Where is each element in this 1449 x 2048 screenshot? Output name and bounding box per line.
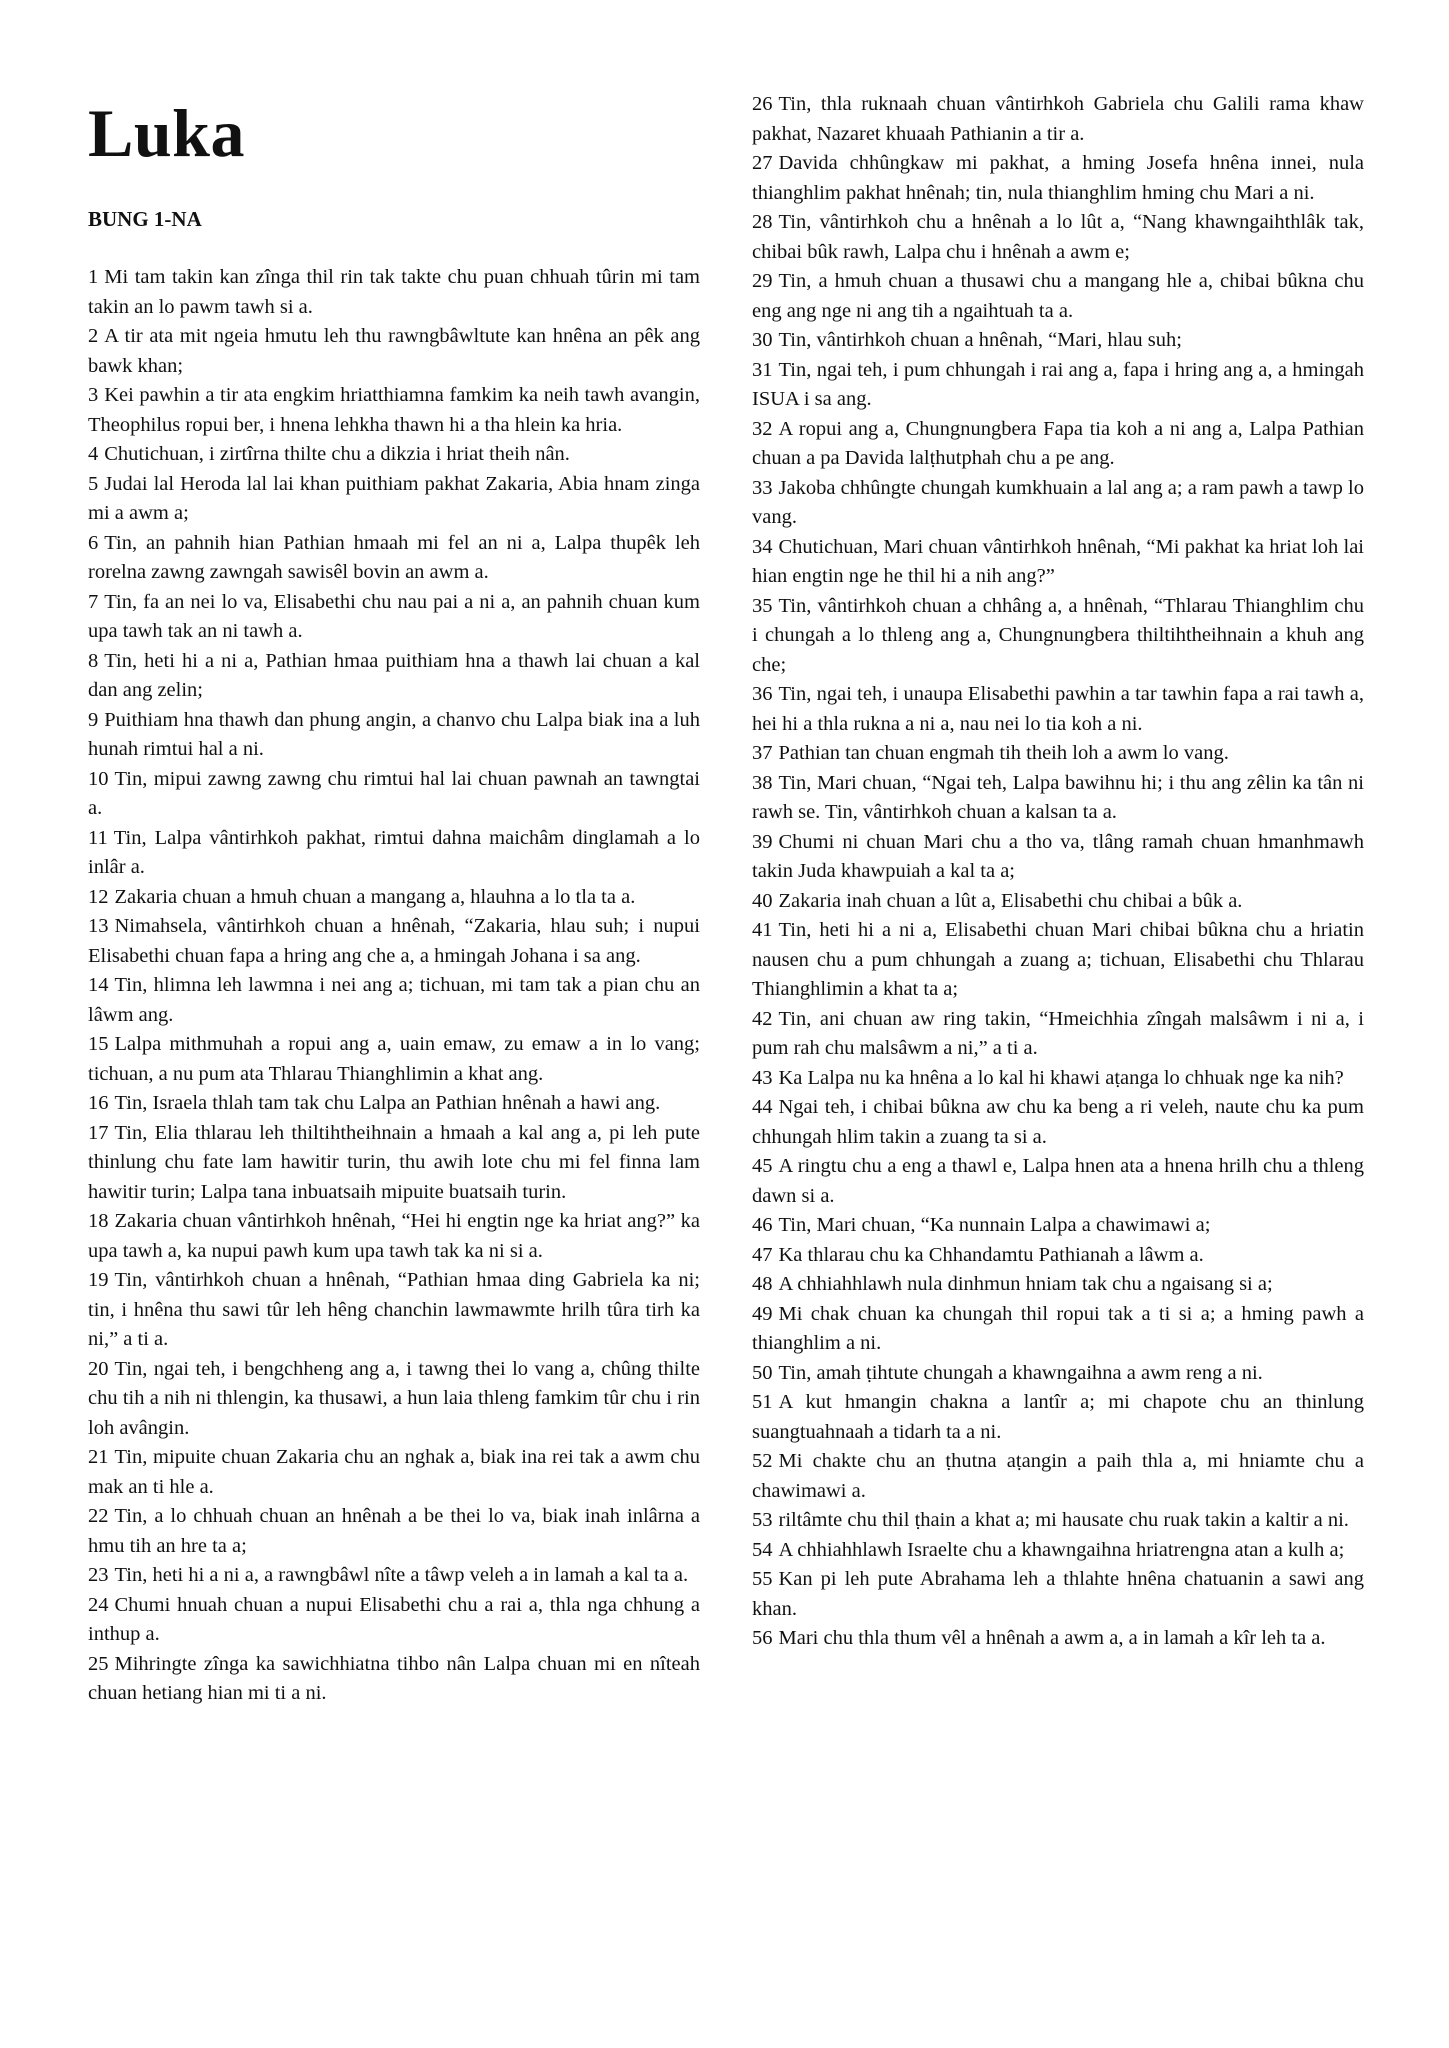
verse-text: Tin, ngai teh, i bengchheng ang a, i tawng thei lo vang a, chûng thilte chu tih a nih ni thlengin, ka thusawi, a hun laia thleng famkim tûr chu i rin loh avângin. bbox=[88, 1357, 700, 1439]
verse bbox=[752, 1300, 1364, 1359]
book-title: Luka bbox=[88, 95, 245, 171]
verse bbox=[88, 1443, 700, 1502]
verse bbox=[752, 326, 1364, 356]
left-column bbox=[88, 88, 700, 1709]
verse-text: Tin, ngai teh, i unaupa Elisabethi pawhin a tar tawhin fapa a rai tawh a, hei hi a thla rukna a ni a, nau nei lo tia koh a ni. bbox=[752, 683, 1364, 735]
verse-text: Tin, amah ṭihtute chungah a khawngaihna a awm reng a ni. bbox=[778, 1361, 1263, 1384]
verse bbox=[88, 1561, 700, 1591]
right-column bbox=[752, 90, 1364, 1654]
verse bbox=[88, 1089, 700, 1119]
verse-number: 7 bbox=[88, 590, 99, 613]
verse-text: Mi chak chuan ka chungah thil ropui tak a ti si a; a hming pawh a thianghlim a ni. bbox=[752, 1302, 1364, 1354]
verse-text: Ka Lalpa nu ka hnêna a lo kal hi khawi aṭanga lo chhuak nge ka nih? bbox=[778, 1066, 1344, 1089]
verse bbox=[88, 1119, 700, 1208]
verse bbox=[88, 470, 700, 529]
verse-text: A tir ata mit ngeia hmutu leh thu rawngbâwltute kan hnêna an pêk ang bawk khan; bbox=[88, 325, 700, 377]
verse bbox=[752, 1565, 1364, 1624]
verse-text: Tin, ngai teh, i pum chhungah i rai ang a, fapa i hring ang a, a hmingah ISUA i sa ang. bbox=[752, 358, 1364, 410]
verse-number: 52 bbox=[752, 1450, 773, 1472]
verse bbox=[752, 356, 1364, 415]
verse bbox=[88, 588, 700, 647]
verse-text: Puithiam hna thawh dan phung angin, a chanvo chu Lalpa biak ina a luh hunah rimtui hal a ni. bbox=[88, 708, 700, 760]
verse-text: Zakaria inah chuan a lût a, Elisabethi chu chibai a bûk a. bbox=[778, 889, 1243, 912]
verse-number: 22 bbox=[88, 1505, 109, 1527]
verse-text: Tin, ani chuan aw ring takin, “Hmeichhia zîngah malsâwm i ni a, i pum rah chu malsâwm a ni,” a ti a. bbox=[752, 1007, 1364, 1059]
verse-text: Tin, vântirhkoh chuan a chhâng a, a hnênah, “Thlarau Thianghlim chu i chungah a lo thleng ang a, Chungnungbera thiltihtheihnain a khuh ang che; bbox=[752, 594, 1364, 676]
verse-number: 27 bbox=[752, 152, 773, 174]
verse-number: 43 bbox=[752, 1066, 773, 1089]
verse bbox=[752, 1506, 1364, 1536]
verse-number: 25 bbox=[88, 1652, 109, 1675]
verse-number: 2 bbox=[88, 325, 99, 347]
verse-text: riltâmte chu thil ṭhain a khat a; mi hausate chu ruak takin a kaltir a ni. bbox=[778, 1509, 1349, 1531]
verse-number: 6 bbox=[88, 531, 99, 554]
verse bbox=[88, 322, 700, 381]
verse-number: 17 bbox=[88, 1121, 109, 1144]
verse bbox=[88, 706, 700, 765]
verse bbox=[88, 1591, 700, 1650]
verse-number: 8 bbox=[88, 649, 99, 672]
verse-number: 38 bbox=[752, 771, 773, 794]
verse-number: 13 bbox=[88, 915, 109, 937]
verse-text: Tin, heti hi a ni a, Elisabethi chuan Mari chibai bûkna chu a hriatin nausen chu a pum chhungah a zuang a; tichuan, Elisabethi chu Thlarau Thianghlimin a khat ta a; bbox=[752, 919, 1364, 1000]
verse-text: Kei pawhin a tir ata engkim hriatthiamna famkim ka neih tawh avangin, Theophilus ropui ber, i hnena lehkha thawn hi a tha hlein ka hria. bbox=[88, 384, 700, 436]
verse-number: 51 bbox=[752, 1391, 773, 1413]
verse-text: Tin, vântirhkoh chu a hnênah a lo lût a, “Nang khawngaihthlâk tak, chibai bûk rawh, Lalpa chu i hnênah a awm e; bbox=[752, 211, 1364, 263]
verse bbox=[752, 1064, 1364, 1094]
verse bbox=[752, 533, 1364, 592]
verse bbox=[752, 415, 1364, 474]
verse-number: 18 bbox=[88, 1210, 109, 1232]
verse-text: Tin, heti hi a ni a, Pathian hmaa puithiam hna a thawh lai chuan a kal dan ang zelin; bbox=[88, 649, 700, 701]
verse bbox=[752, 1536, 1364, 1566]
verse-text: Jakoba chhûngte chungah kumkhuain a lal ang a; a ram pawh a tawp lo vang. bbox=[752, 476, 1364, 528]
verse bbox=[88, 765, 700, 824]
verse-number: 3 bbox=[88, 384, 99, 406]
verse-number: 55 bbox=[752, 1568, 773, 1590]
verse-text: Kan pi leh pute Abrahama leh a thlahte hnêna chatuanin a sawi ang khan. bbox=[752, 1568, 1364, 1620]
verse-text: Tin, vântirhkoh chuan a hnênah, “Pathian hmaa ding Gabriela ka ni; tin, i hnêna thu sawi tûr leh hêng chanchin lawmawmte hrilh tûra tirh ka ni,” a ti a. bbox=[88, 1269, 700, 1350]
chapter-heading: BUNG 1-NA bbox=[88, 207, 202, 231]
verse-number: 26 bbox=[752, 93, 773, 115]
verse-number: 42 bbox=[752, 1007, 773, 1030]
verse-text: Chutichuan, i zirtîrna thilte chu a dikzia i hriat theih nân. bbox=[104, 443, 570, 465]
verse bbox=[88, 912, 700, 971]
verse bbox=[752, 1359, 1364, 1389]
verse-text: A chhiahhlawh Israelte chu a khawngaihna hriatrengna atan a kulh a; bbox=[778, 1538, 1345, 1561]
verse-number: 14 bbox=[88, 974, 109, 996]
verse bbox=[752, 680, 1364, 739]
verse-text: Lalpa mithmuhah a ropui ang a, uain emaw, zu emaw a in lo vang; tichuan, a nu pum ata Thlarau Thianghlimin a khat ang. bbox=[88, 1033, 700, 1085]
verse-text: Tin, a lo chhuah chuan an hnênah a be thei lo va, biak inah inlârna a hmu tih an hre ta a; bbox=[88, 1505, 700, 1557]
verse bbox=[88, 529, 700, 588]
verse bbox=[752, 474, 1364, 533]
verse-number: 39 bbox=[752, 830, 773, 853]
verse-number: 9 bbox=[88, 708, 99, 731]
verse-number: 53 bbox=[752, 1509, 773, 1531]
verse-text: Mihringte zînga ka sawichhiatna tihbo nân Lalpa chuan mi en nîteah chuan hetiang hian mi ti a ni. bbox=[88, 1652, 700, 1704]
verse-number: 31 bbox=[752, 358, 773, 381]
verse-number: 10 bbox=[88, 767, 109, 790]
verse-number: 15 bbox=[88, 1033, 109, 1055]
verse bbox=[752, 828, 1364, 887]
verse-text: Mi chakte chu an ṭhutna aṭangin a paih thla a, mi hniamte chu a chawimawi a. bbox=[752, 1450, 1364, 1502]
verse-number: 50 bbox=[752, 1361, 773, 1384]
verse-number: 44 bbox=[752, 1096, 773, 1118]
verse-text: Tin, Lalpa vântirhkoh pakhat, rimtui dahna maichâm dinglamah a lo inlâr a. bbox=[88, 826, 700, 878]
verse-text: A ringtu chu a eng a thawl e, Lalpa hnen ata a hnena hrilh chu a thleng dawn si a. bbox=[752, 1155, 1364, 1207]
verse bbox=[752, 1005, 1364, 1064]
verse-text: Mari chu thla thum vêl a hnênah a awm a, a in lamah a kîr leh ta a. bbox=[778, 1627, 1326, 1649]
verse bbox=[88, 1030, 700, 1089]
verse-number: 20 bbox=[88, 1357, 109, 1380]
verse-text: Judai lal Heroda lal lai khan puithiam pakhat Zakaria, Abia hnam zinga mi a awm a; bbox=[88, 472, 700, 524]
verse-text: Ngai teh, i chibai bûkna aw chu ka beng a ri veleh, naute chu ka pum chhungah hlim takin a zuang ta si a. bbox=[752, 1096, 1364, 1148]
verse-number: 35 bbox=[752, 594, 773, 617]
verse bbox=[752, 739, 1364, 769]
verse bbox=[752, 1624, 1364, 1654]
verse bbox=[752, 1241, 1364, 1271]
verse bbox=[88, 440, 700, 470]
verse-text: Ka thlarau chu ka Chhandamtu Pathianah a lâwm a. bbox=[778, 1243, 1204, 1266]
verse-text: A chhiahhlawh nula dinhmun hniam tak chu a ngaisang si a; bbox=[778, 1273, 1273, 1295]
verse-number: 32 bbox=[752, 417, 773, 440]
verse-number: 30 bbox=[752, 329, 773, 351]
verse bbox=[752, 1388, 1364, 1447]
verse-text: Tin, an pahnih hian Pathian hmaah mi fel an ni a, Lalpa thupêk leh rorelna zawng zawngah sawisêl bovin an awm a. bbox=[88, 531, 700, 583]
verse-text: Tin, Israela thlah tam tak chu Lalpa an Pathian hnênah a hawi ang. bbox=[114, 1092, 661, 1114]
verse bbox=[88, 971, 700, 1030]
verse-text: Chumi hnuah chuan a nupui Elisabethi chu a rai a, thla nga chhung a inthup a. bbox=[88, 1593, 700, 1645]
verse-text: Tin, Mari chuan, “Ka nunnain Lalpa a chawimawi a; bbox=[778, 1214, 1211, 1236]
verse-number: 28 bbox=[752, 211, 773, 233]
verse-number: 34 bbox=[752, 535, 773, 558]
verse bbox=[752, 1211, 1364, 1241]
verse bbox=[752, 592, 1364, 681]
verse-number: 5 bbox=[88, 472, 99, 495]
verse-number: 37 bbox=[752, 742, 773, 764]
verse-number: 24 bbox=[88, 1593, 109, 1616]
verse-number: 21 bbox=[88, 1446, 109, 1468]
verse-number: 47 bbox=[752, 1243, 773, 1266]
verse bbox=[88, 824, 700, 883]
verse-text: Tin, a hmuh chuan a thusawi chu a mangang hle a, chibai bûkna chu eng ang nge ni ang tih a ngaihtuah ta a. bbox=[752, 270, 1364, 322]
verse-text: Tin, Mari chuan, “Ngai teh, Lalpa bawihnu hi; i thu ang zêlin ka tân ni rawh se. Tin, vântirhkoh chuan a kalsan ta a. bbox=[752, 771, 1364, 823]
verse bbox=[88, 883, 700, 913]
verse-number: 45 bbox=[752, 1155, 773, 1177]
verse bbox=[752, 916, 1364, 1005]
verse-list-left bbox=[88, 263, 700, 1709]
verse-number: 36 bbox=[752, 683, 773, 705]
verse bbox=[752, 90, 1364, 149]
verse bbox=[752, 149, 1364, 208]
verse-number: 49 bbox=[752, 1302, 773, 1325]
verse-number: 11 bbox=[88, 826, 108, 849]
verse-list-right bbox=[752, 90, 1364, 1654]
verse bbox=[752, 267, 1364, 326]
verse bbox=[752, 769, 1364, 828]
verse bbox=[88, 1207, 700, 1266]
verse-text: Tin, mipui zawng zawng chu rimtui hal lai chuan pawnah an tawngtai a. bbox=[88, 767, 700, 819]
verse-number: 48 bbox=[752, 1273, 773, 1295]
verse-number: 19 bbox=[88, 1269, 109, 1291]
verse bbox=[752, 1152, 1364, 1211]
verse-text: Davida chhûngkaw mi pakhat, a hming Josefa hnêna innei, nula thianghlim pakhat hnênah; tin, nula thianghlim hming chu Mari a ni. bbox=[752, 152, 1364, 204]
verse-number: 16 bbox=[88, 1092, 109, 1114]
verse bbox=[88, 647, 700, 706]
verse-text: Pathian tan chuan engmah tih theih loh a awm lo vang. bbox=[778, 742, 1229, 764]
verse bbox=[752, 1447, 1364, 1506]
verse bbox=[88, 1266, 700, 1355]
verse-text: Chumi ni chuan Mari chu a tho va, tlâng ramah chuan hmanhmawh takin Juda khawpuiah a kal ta a; bbox=[752, 830, 1364, 882]
verse bbox=[752, 208, 1364, 267]
verse-number: 46 bbox=[752, 1214, 773, 1236]
verse bbox=[88, 381, 700, 440]
verse-number: 33 bbox=[752, 476, 773, 499]
verse-number: 29 bbox=[752, 270, 773, 292]
verse-number: 23 bbox=[88, 1564, 109, 1586]
verse-text: Tin, mipuite chuan Zakaria chu an nghak a, biak ina rei tak a awm chu mak an ti hle a. bbox=[88, 1446, 700, 1498]
verse-text: Tin, Elia thlarau leh thiltihtheihnain a hmaah a kal ang a, pi leh pute thinlung chu fate lam hawitir turin, thu awih lote chu mi fel finna lam hawitir turin; Lalpa tana inbuatsaih mipuite buatsaih turin. bbox=[88, 1121, 700, 1203]
verse-text: Tin, heti hi a ni a, a rawngbâwl nîte a tâwp veleh a in lamah a kal ta a. bbox=[114, 1564, 689, 1586]
verse-text: Nimahsela, vântirhkoh chuan a hnênah, “Zakaria, hlau suh; i nupui Elisabethi chuan fapa a hring ang che a, a hmingah Johana i sa ang. bbox=[88, 915, 700, 967]
verse bbox=[752, 887, 1364, 917]
verse bbox=[752, 1270, 1364, 1300]
verse-text: Tin, hlimna leh lawmna i nei ang a; tichuan, mi tam tak a pian chu an lâwm ang. bbox=[88, 974, 700, 1026]
verse-number: 4 bbox=[88, 443, 99, 465]
verse bbox=[752, 1093, 1364, 1152]
verse-number: 1 bbox=[88, 266, 99, 288]
verse-number: 12 bbox=[88, 885, 109, 908]
verse bbox=[88, 1650, 700, 1709]
verse-text: Tin, vântirhkoh chuan a hnênah, “Mari, hlau suh; bbox=[778, 329, 1182, 351]
verse-number: 56 bbox=[752, 1627, 773, 1649]
verse bbox=[88, 1355, 700, 1444]
verse-text: A kut hmangin chakna a lantîr a; mi chapote chu an thinlung suangtuahnaah a tidarh ta a ni. bbox=[752, 1391, 1364, 1443]
verse-text: Zakaria chuan a hmuh chuan a mangang a, hlauhna a lo tla ta a. bbox=[114, 885, 636, 908]
verse-text: A ropui ang a, Chungnungbera Fapa tia koh a ni ang a, Lalpa Pathian chuan a pa Davida lalṭhutphah chu a pe ang. bbox=[752, 417, 1364, 469]
verse bbox=[88, 1502, 700, 1561]
verse bbox=[88, 263, 700, 322]
verse-number: 41 bbox=[752, 919, 773, 941]
verse-text: Chutichuan, Mari chuan vântirhkoh hnênah, “Mi pakhat ka hriat loh lai hian engtin nge he thil hi a nih ang?” bbox=[752, 535, 1364, 587]
verse-text: Mi tam takin kan zînga thil rin tak takte chu puan chhuah tûrin mi tam takin an lo pawm tawh si a. bbox=[88, 266, 700, 318]
verse-text: Tin, thla ruknaah chuan vântirhkoh Gabriela chu Galili rama khaw pakhat, Nazaret khuaah Pathianin a tir a. bbox=[752, 93, 1364, 145]
verse-number: 54 bbox=[752, 1538, 773, 1561]
verse-text: Zakaria chuan vântirhkoh hnênah, “Hei hi engtin nge ka hriat ang?” ka upa tawh a, ka nupui pawh kum upa tawh tak ka ni si a. bbox=[88, 1210, 700, 1262]
verse-number: 40 bbox=[752, 889, 773, 912]
verse-text: Tin, fa an nei lo va, Elisabethi chu nau pai a ni a, an pahnih chuan kum upa tawh tak an ni tawh a. bbox=[88, 590, 700, 642]
